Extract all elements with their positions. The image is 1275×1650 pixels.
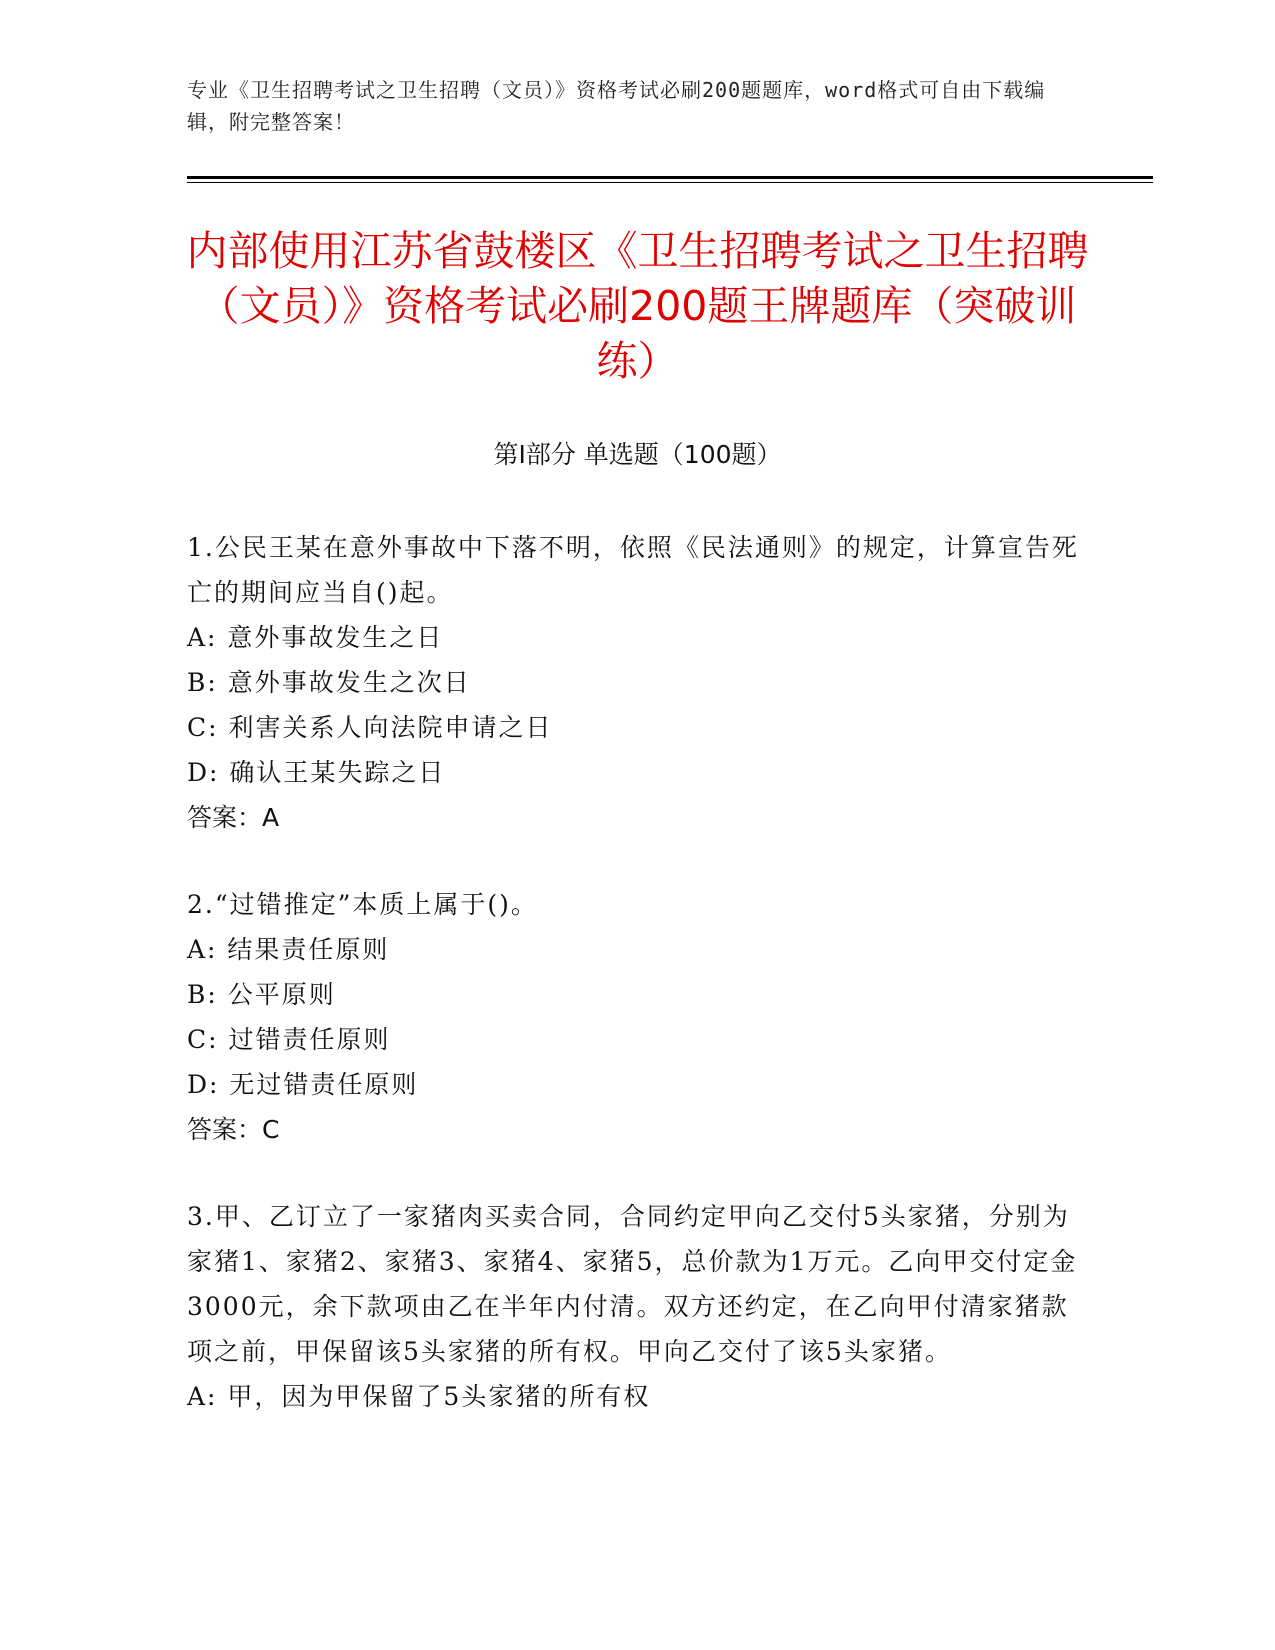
option-a: A: 意外事故发生之日 bbox=[187, 623, 444, 652]
option-d: D: 确认王某失踪之日 bbox=[187, 758, 446, 787]
option-b: B: 公平原则 bbox=[187, 980, 336, 1009]
option-c: C: 利害关系人向法院申请之日 bbox=[187, 713, 553, 742]
document-title: 内部使用江苏省鼓楼区《卫生招聘考试之卫生招聘（文员）》资格考试必刷200题王牌题库（突破训练） bbox=[186, 227, 1089, 385]
header-divider-thin bbox=[187, 182, 1153, 183]
question-stem: 3.甲、乙订立了一家猪肉买卖合同，合同约定甲向乙交付5头家猪，分别为家猪1、家猪2、家猪3、家猪4、家猪5，总价款为1万元。乙向甲交付定金3000元，余下款项由乙在半年内付清。双方还约定，在乙向甲付清家猪款项之前，甲保留该5头家猪的所有权。甲向乙交付了该5头家猪。 bbox=[187, 1202, 1078, 1366]
question-list bbox=[187, 525, 1087, 1461]
question-stem: 2.“过错推定”本质上属于()。 bbox=[187, 890, 538, 919]
question-1 bbox=[187, 525, 1087, 840]
answer: 答案：C bbox=[187, 1115, 280, 1144]
answer: 答案：A bbox=[187, 803, 280, 832]
question-2 bbox=[187, 882, 1087, 1152]
option-a: A: 甲，因为甲保留了5头家猪的所有权 bbox=[187, 1382, 651, 1411]
header-divider-thick bbox=[187, 176, 1153, 179]
option-b: B: 意外事故发生之次日 bbox=[187, 668, 471, 697]
question-stem: 1.公民王某在意外事故中下落不明，依照《民法通则》的规定，计算宣告死亡的期间应当自()起。 bbox=[187, 533, 1079, 607]
option-a: A: 结果责任原则 bbox=[187, 935, 390, 964]
option-c: C: 过错责任原则 bbox=[187, 1025, 391, 1054]
page-header: 专业《卫生招聘考试之卫生招聘（文员）》资格考试必刷200题题库，word格式可自由下载编辑，附完整答案！ bbox=[187, 78, 1046, 134]
option-d: D: 无过错责任原则 bbox=[187, 1070, 419, 1099]
section-heading: 第Ⅰ部分 单选题（100题） bbox=[493, 440, 782, 469]
question-3 bbox=[187, 1194, 1087, 1419]
